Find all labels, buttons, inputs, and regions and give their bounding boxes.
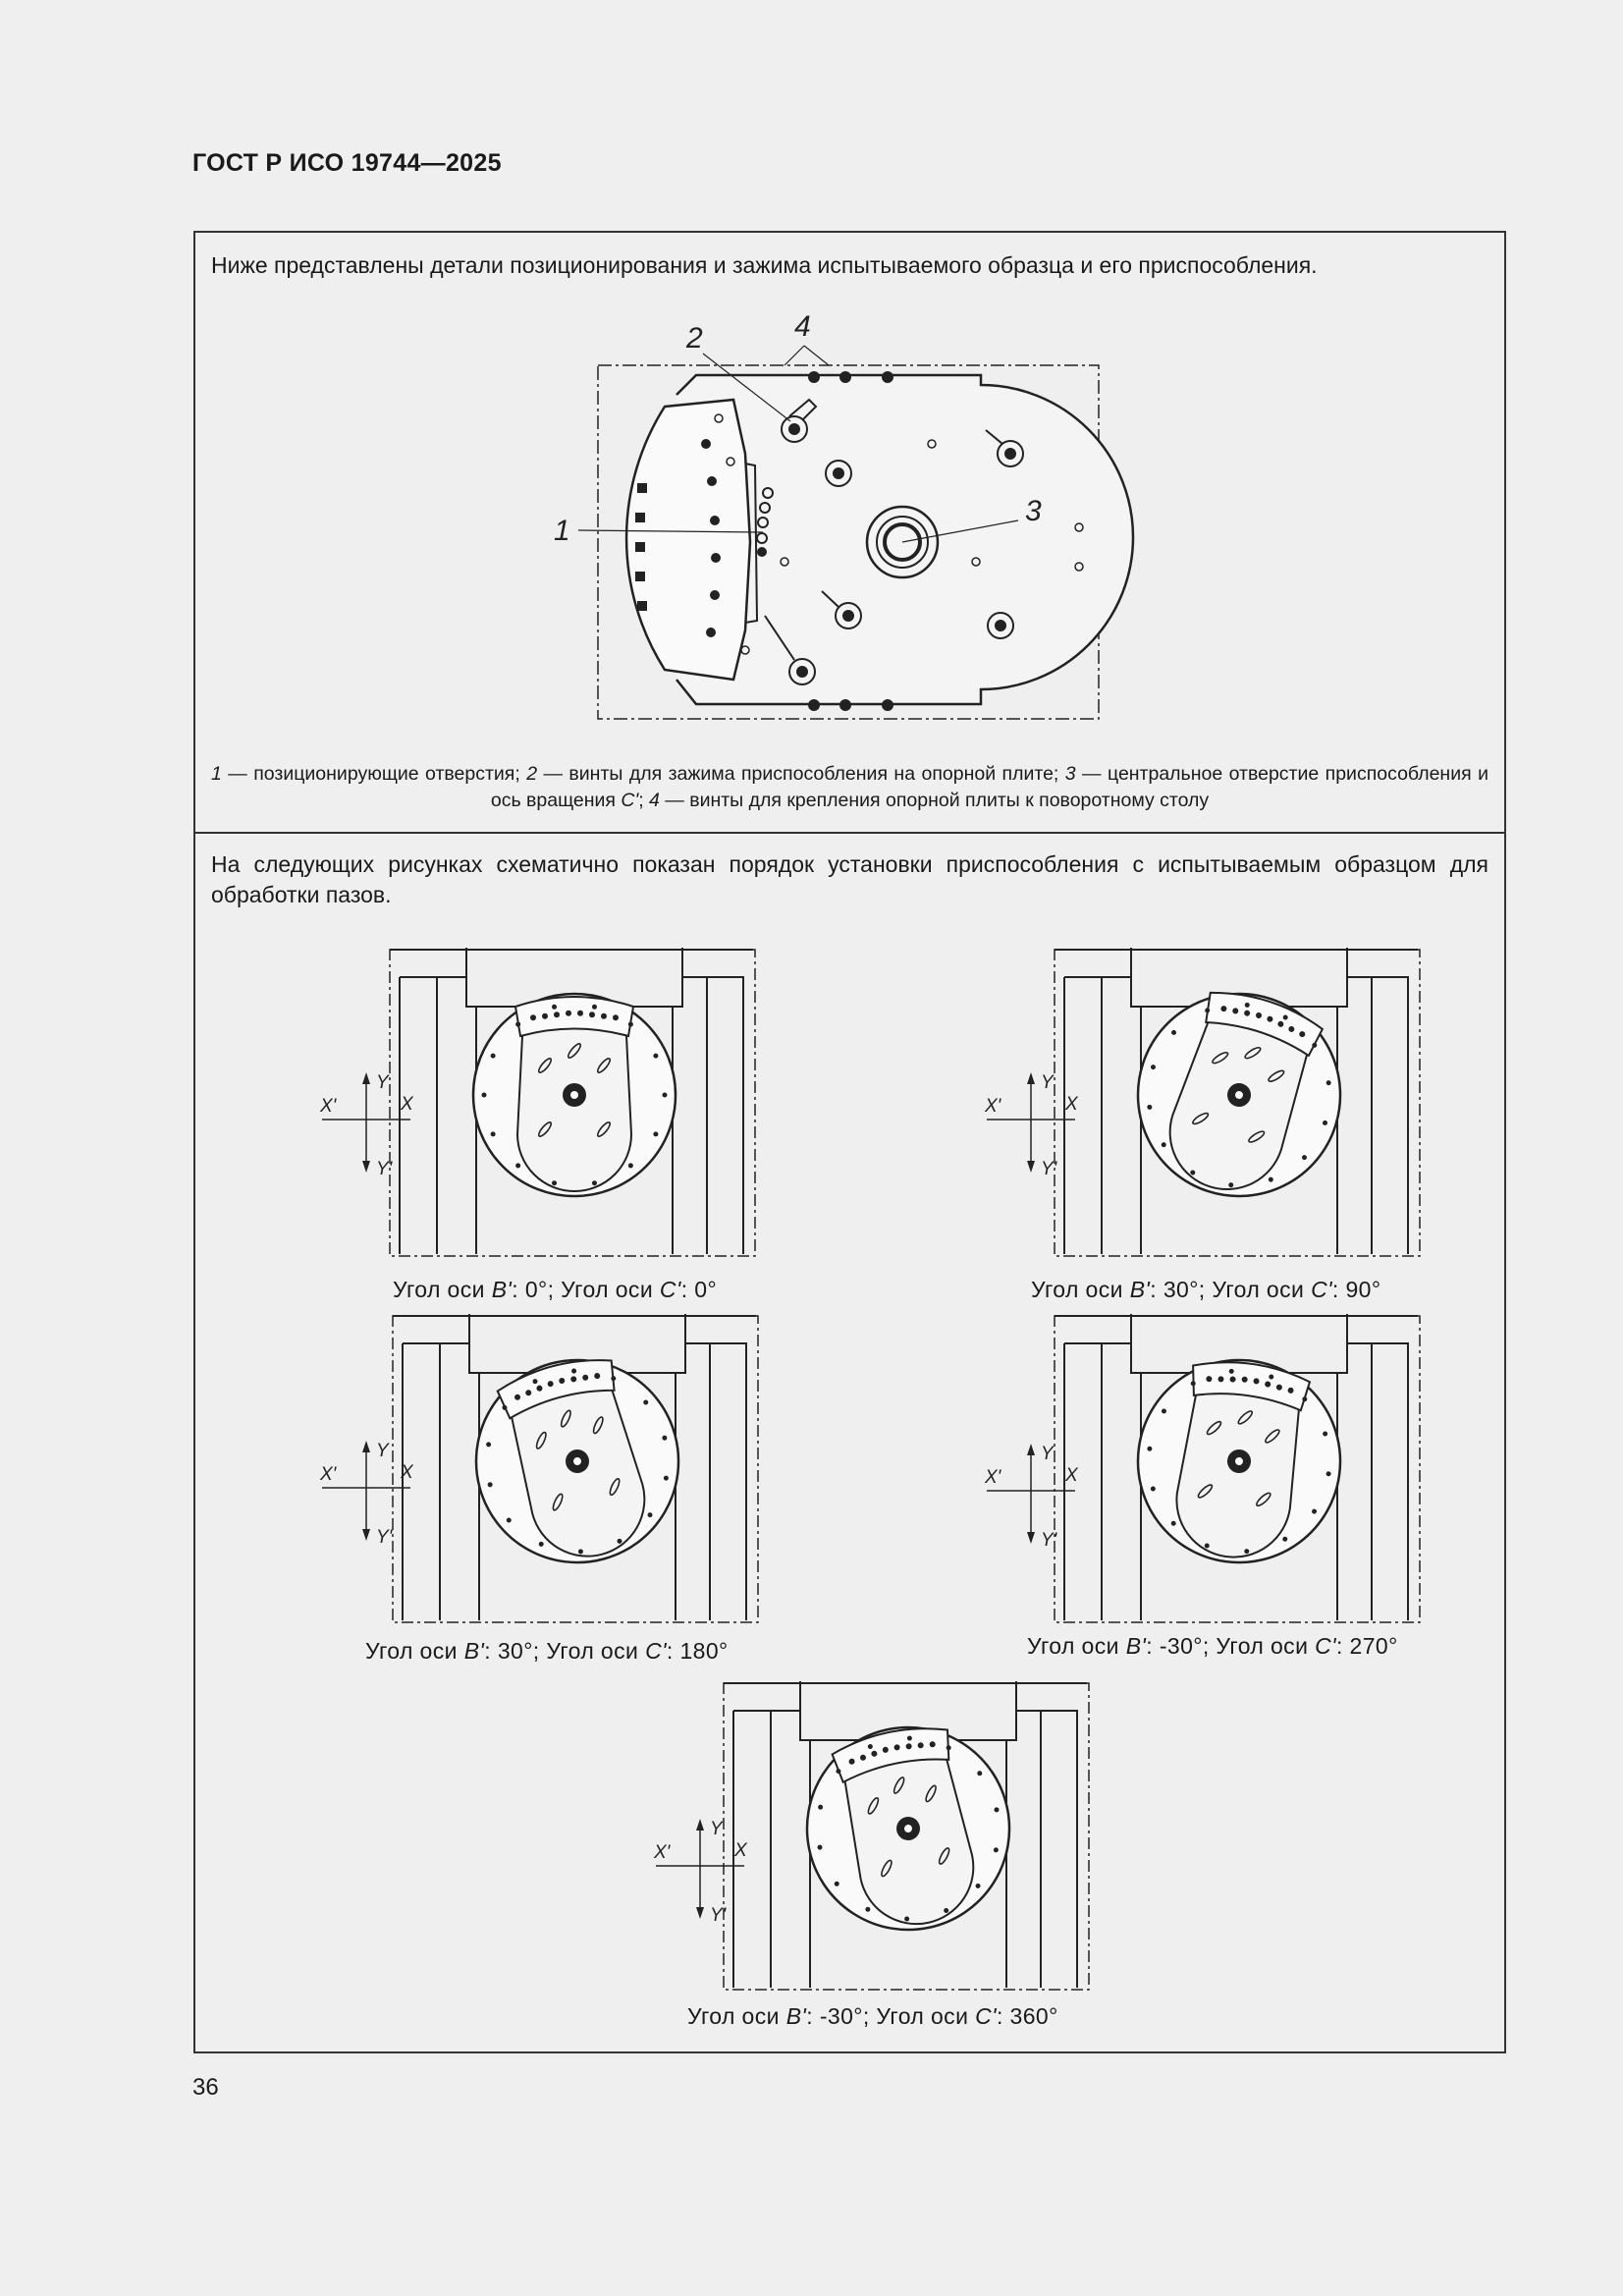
axis-label-y-neg: Y' bbox=[376, 1159, 393, 1179]
document-header: ГОСТ Р ИСО 19744—2025 bbox=[192, 149, 502, 177]
setup-diagram-3 bbox=[391, 1314, 764, 1628]
axis-label-x-neg: X' bbox=[985, 1467, 1001, 1488]
axis-label-x: X bbox=[1065, 1465, 1078, 1486]
section-divider bbox=[195, 832, 1504, 834]
axis-label-y-neg: Y' bbox=[710, 1905, 727, 1926]
setup-diagram-1 bbox=[388, 948, 761, 1262]
callout-1: 1 bbox=[554, 515, 570, 547]
figure-legend: 1 — позиционирующие отверстия; 2 — винты для зажима приспособления на опорной плите; 3 — центральное отверстие приспособления и ось вращения C'; 4 — винты для крепления опорной плиты к поворотному столу bbox=[211, 763, 1488, 811]
setup-caption-4: Угол оси B': -30°; Угол оси C': 270° bbox=[1027, 1633, 1398, 1659]
callout-4: 4 bbox=[794, 310, 811, 343]
axis-label-y: Y bbox=[376, 1072, 389, 1093]
axis-indicator-4 bbox=[977, 1442, 1095, 1550]
page-number: 36 bbox=[192, 2074, 219, 2101]
axis-label-x: X bbox=[734, 1840, 747, 1861]
axis-label-y-neg: Y' bbox=[376, 1527, 393, 1548]
section2-intro: На следующих рисунках схематично показан порядок установки приспособления с испытываемым образцом для обработки пазов. bbox=[211, 851, 1488, 907]
section1-intro: Ниже представлены детали позиционирования и зажима испытываемого образца и его приспособления. bbox=[211, 252, 1318, 278]
axis-label-x: X bbox=[401, 1462, 413, 1483]
axis-label-x-neg: X' bbox=[985, 1096, 1001, 1117]
callout-3: 3 bbox=[1025, 495, 1042, 527]
axis-indicator-3 bbox=[312, 1439, 430, 1547]
axis-label-y: Y bbox=[376, 1441, 389, 1461]
axis-label-y-neg: Y' bbox=[1041, 1530, 1057, 1551]
axis-label-x-neg: X' bbox=[654, 1842, 671, 1863]
setup-caption-2: Угол оси B': 30°; Угол оси C': 90° bbox=[1031, 1277, 1381, 1302]
axis-label-y-neg: Y' bbox=[1041, 1159, 1057, 1179]
callout-2: 2 bbox=[686, 322, 703, 355]
axis-label-x-neg: X' bbox=[320, 1464, 337, 1485]
axis-label-y: Y bbox=[1041, 1072, 1054, 1093]
setup-caption-5: Угол оси B': -30°; Угол оси C': 360° bbox=[687, 2003, 1058, 2029]
setup-diagram-5 bbox=[722, 1681, 1095, 1995]
axis-label-x-neg: X' bbox=[320, 1096, 337, 1117]
axis-indicator-1 bbox=[312, 1070, 430, 1178]
setup-diagram-4 bbox=[1053, 1314, 1426, 1628]
axis-label-x: X bbox=[401, 1094, 413, 1115]
axis-indicator-5 bbox=[646, 1817, 764, 1925]
fixture-main-drawing bbox=[554, 310, 1118, 729]
axis-label-y: Y bbox=[1041, 1444, 1054, 1464]
setup-caption-3: Угол оси B': 30°; Угол оси C': 180° bbox=[365, 1638, 729, 1664]
setup-caption-1: Угол оси B': 0°; Угол оси C': 0° bbox=[393, 1277, 718, 1302]
axis-label-x: X bbox=[1065, 1094, 1078, 1115]
axis-indicator-2 bbox=[977, 1070, 1095, 1178]
setup-diagram-2 bbox=[1053, 948, 1426, 1262]
axis-label-y: Y bbox=[710, 1819, 723, 1839]
